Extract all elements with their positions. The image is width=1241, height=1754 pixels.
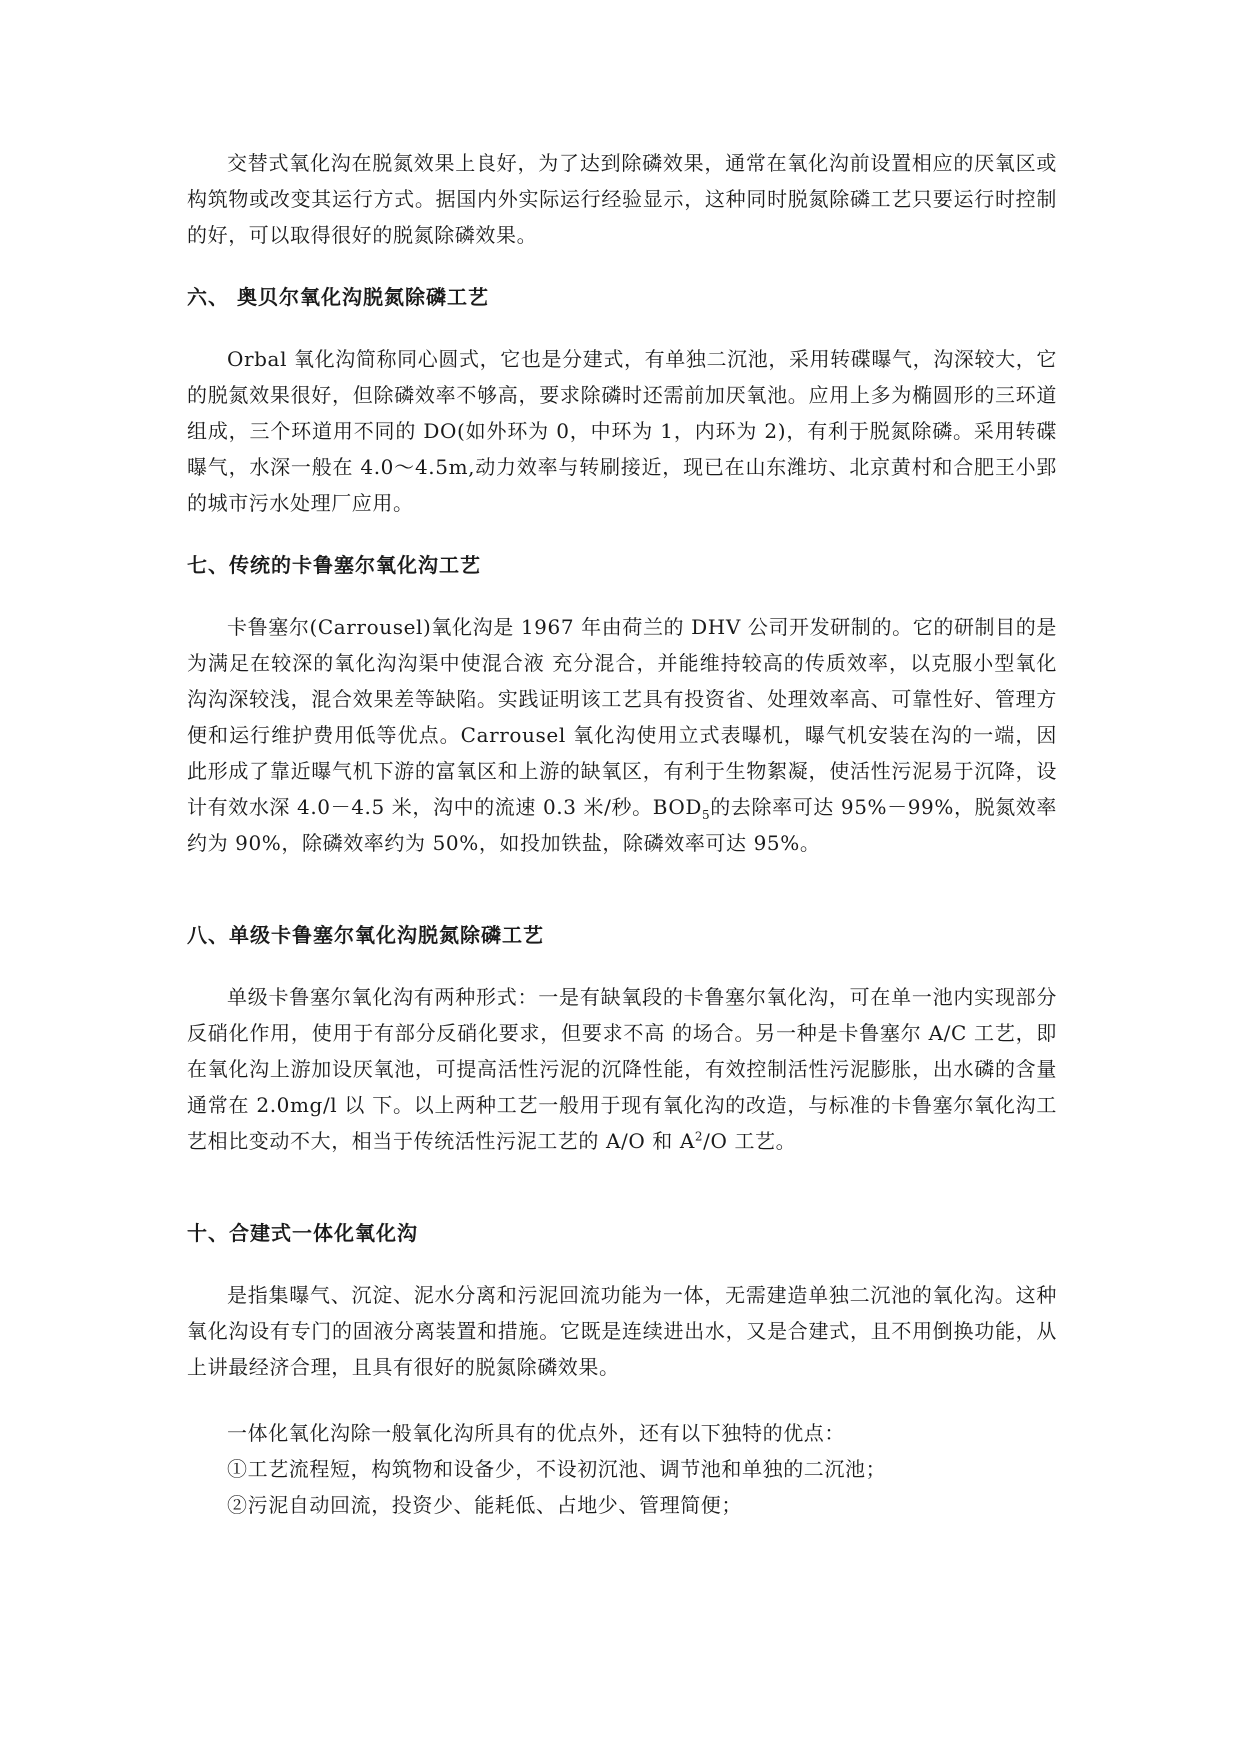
section-10-paragraph: 是指集曝气、沉淀、泥水分离和污泥回流功能为一体，无需建造单独二沉池的氧化沟。这种氧化沟设有专门的固液分离装置和措施。它既是连续进出水，又是合建式，且不用倒换功能，从上讲最经济合理，且具有很好的脱氮除磷效果。 bbox=[187, 1283, 1057, 1379]
intro-paragraph: 交替式氧化沟在脱氮效果上良好，为了达到除磷效果，通常在氧化沟前设置相应的厌氧区或构筑物或改变其运行方式。据国内外实际运行经验显示，这种同时脱氮除磷工艺只要运行时控制的好，可以取得很好的脱氮除磷效果。 bbox=[187, 151, 1057, 247]
section-8-text-a: 单级卡鲁塞尔氧化沟有两种形式：一是有缺氧段的卡鲁塞尔氧化沟，可在单一池内实现部分反硝化作用，使用于有部分反硝化要求，但要求不高 的场合。另一种是卡鲁塞尔 A/C 工艺，即在氧化沟上游加设厌氧池，可提高活性污泥的沉降性能，有效控制活性污泥膨胀，出水磷的含量通常在 2.0mg/l 以 下。以上两种工艺一般用于现有氧化沟的改造，与标准的卡鲁塞尔氧化沟工艺相比变动不大，相当于传统活性污泥工艺的 A/O 和 A bbox=[187, 985, 1057, 1153]
section-7-heading: 七、传统的卡鲁塞尔氧化沟工艺 bbox=[187, 553, 481, 577]
section-7-text-b: 的去除率可达 95%－99%，脱氮效率约为 90%，除磷效率约为 50%，如投加铁盐，除磷效率可达 95%。 bbox=[187, 795, 1058, 855]
section-6-heading: 六、 奥贝尔氧化沟脱氮除磷工艺 bbox=[187, 285, 489, 309]
a2o-superscript: 2 bbox=[694, 1129, 704, 1144]
section-8-text-b: /O 工艺。 bbox=[703, 1129, 797, 1153]
section-7-paragraph bbox=[187, 609, 1057, 861]
advantage-item-1: ①工艺流程短，构筑物和设备少，不设初沉池、调节池和单独的二沉池； bbox=[227, 1457, 887, 1481]
section-8-paragraph bbox=[187, 979, 1057, 1159]
advantages-lead: 一体化氧化沟除一般氧化沟所具有的优点外，还有以下独特的优点： bbox=[227, 1421, 845, 1445]
advantage-item-2: ②污泥自动回流，投资少、能耗低、占地少、管理简便； bbox=[227, 1493, 742, 1517]
section-10-heading: 十、合建式一体化氧化沟 bbox=[187, 1221, 418, 1245]
document-page bbox=[187, 145, 1057, 1523]
section-6-paragraph: Orbal 氧化沟简称同心圆式，它也是分建式，有单独二沉池，采用转碟曝气，沟深较大，它的脱氮效果很好，但除磷效率不够高，要求除磷时还需前加厌氧池。应用上多为椭圆形的三环道组成，三个环道用不同的 DO(如外环为 0，中环为 1，内环为 2)，有利于脱氮除磷。采用转碟曝气，水深一般在 4.0～4.5m,动力效率与转刷接近，现已在山东潍坊、北京黄村和合肥王小郢的城市污水处理厂应用。 bbox=[187, 347, 1057, 515]
bod-subscript: 5 bbox=[702, 808, 711, 822]
section-7-text-a: 卡鲁塞尔(Carrousel)氧化沟是 1967 年由荷兰的 DHV 公司开发研制的。它的研制目的是为满足在较深的氧化沟沟渠中使混合液 充分混合，并能维持较高的传质效率，以克服小型氧化沟沟深较浅，混合效果差等缺陷。实践证明该工艺具有投资省、处理效率高、可靠性好、管理方便和运行维护费用低等优点。Carrousel 氧化沟使用立式表曝机，曝气机安装在沟的一端，因此形成了靠近曝气机下游的富氧区和上游的缺氧区，有利于生物絮凝，使活性污泥易于沉降，设计有效水深 4.0－4.5 米，沟中的流速 0.3 米/秒。BOD bbox=[187, 615, 1057, 819]
section-8-heading: 八、单级卡鲁塞尔氧化沟脱氮除磷工艺 bbox=[187, 923, 544, 947]
